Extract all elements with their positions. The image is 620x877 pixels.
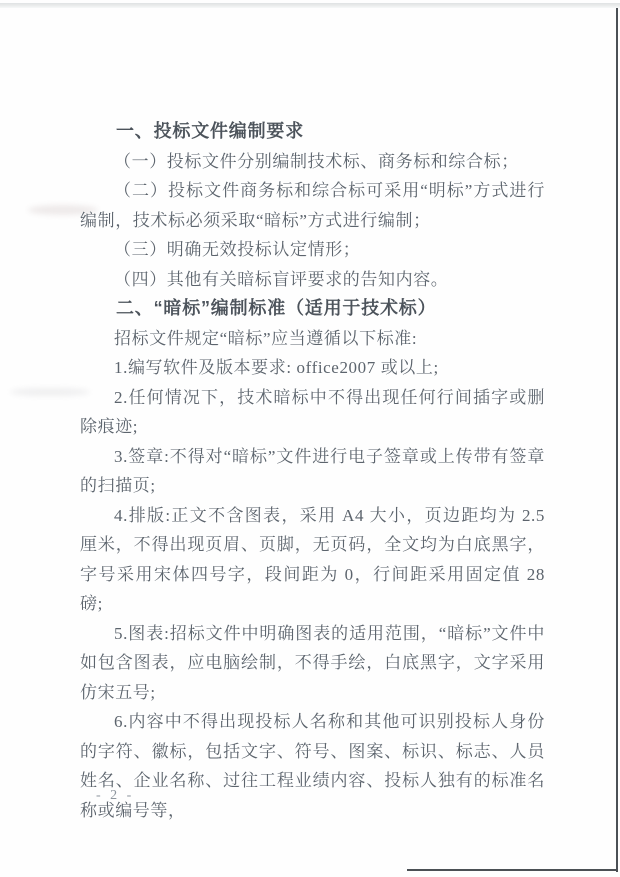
section-2-rule-3: 3.签章:不得对“暗标”文件进行电子签章或上传带有签章的扫描页; xyxy=(80,446,545,495)
section-1-item-4: （四）其他有关暗标盲评要求的告知内容。 xyxy=(114,269,449,289)
section-2-rule-1: 1.编写软件及版本要求: office2007 或以上; xyxy=(114,358,439,377)
document-content xyxy=(80,117,545,825)
section-2-rule-2: 2.任何情况下，技术暗标中不得出现任何行间插字或删除痕迹; xyxy=(80,387,545,436)
section-2-rule-4: 4.排版:正文不含图表，采用 A4 大小，页边距均为 2.5 厘米，不得出现页眉、页脚，无页码，全文均为白底黑字，字号采用宋体四号字，段间距为 0，行间距采用固定值 28 磅; xyxy=(80,505,545,613)
section-1-item-3: （三）明确无效投标认定情形； xyxy=(114,240,361,259)
section-2-intro: 招标文件规定“暗标”应当遵循以下标准: xyxy=(114,328,418,348)
section-2-heading: 二、“暗标”编制标准（适用于技术标） xyxy=(116,298,437,318)
scan-artifact-bottom-edge xyxy=(407,869,618,871)
section-1-heading: 一、投标文件编制要求 xyxy=(116,121,304,141)
section-1-item-2: （二）投标文件商务标和综合标可采用“明标”方式进行编制，技术标必须采取“暗标”方式进行编制； xyxy=(80,181,545,230)
section-2-rule-5: 5.图表:招标文件中明确图表的适用范围，“暗标”文件中如包含图表，应电脑绘制，不得手绘，白底黑字，文字采用仿宋五号; xyxy=(80,623,545,702)
section-2-rule-6: 6.内容中不得出现投标人名称和其他可识别投标人身份的字符、徽标，包括文字、符号、图案、标识、标志、人员姓名、企业名称、过往工程业绩内容、投标人独有的标准名称或编号等， xyxy=(80,712,545,820)
section-1-item-1: （一）投标文件分别编制技术标、商务标和综合标； xyxy=(114,151,519,171)
scan-artifact-right-edge xyxy=(616,8,618,872)
scan-smudge xyxy=(10,388,90,396)
page-number: - 2 - xyxy=(96,788,135,803)
scan-artifact-top-band xyxy=(0,3,620,8)
